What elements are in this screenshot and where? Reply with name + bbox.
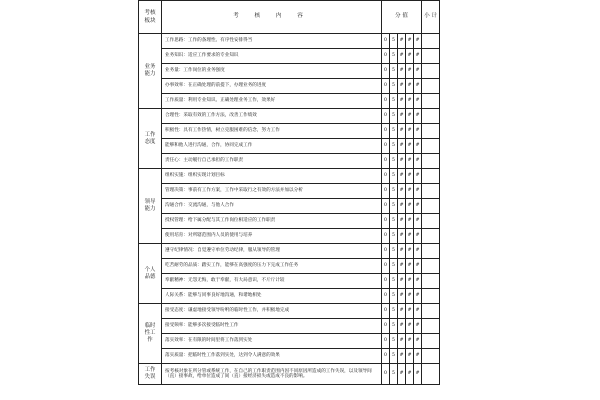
score-cell[interactable]: 5 — [390, 304, 398, 319]
subtotal-cell[interactable] — [422, 169, 440, 184]
score-cell[interactable]: 0 — [382, 184, 390, 199]
assessment-item: 积极性：具有工作热情，树立克服困难的信念，努力工作 — [162, 124, 382, 139]
score-cell[interactable]: # — [414, 139, 422, 154]
subtotal-cell[interactable] — [422, 94, 440, 109]
subtotal-cell[interactable] — [422, 334, 440, 349]
subtotal-cell[interactable] — [422, 184, 440, 199]
score-cell[interactable]: 5 — [390, 214, 398, 229]
assessment-item: 业务量：工作岗位的业务强度 — [162, 64, 382, 79]
score-cell[interactable]: 0 — [382, 229, 390, 244]
score-cell[interactable]: 5 — [390, 154, 398, 169]
assessment-item: 落实质量：把临时性工作落到实处，达到令人满意的效果 — [162, 349, 382, 364]
score-cell[interactable]: # — [398, 214, 406, 229]
section-name: 领导 能力 — [139, 169, 162, 244]
score-cell[interactable]: 0 — [382, 124, 390, 139]
score-cell[interactable]: # — [398, 94, 406, 109]
section-name: 个人 品德 — [139, 244, 162, 304]
header-content: 考 核 内 容 — [162, 1, 382, 34]
score-cell[interactable]: 5 — [390, 364, 398, 385]
assessment-item: 按考核对象在所分管或系统工作，在自己的工作职责范围内因不同原因所造成的工作失误，以及领导间（直）接事故，给单位造成了间（直）接经济损失或造成不良的影响。 — [162, 364, 382, 385]
score-cell[interactable]: 0 — [382, 244, 390, 259]
score-cell[interactable]: # — [398, 34, 406, 49]
assessment-item: 办事效率：在正确处理的前提下，办理业务的进度 — [162, 79, 382, 94]
score-cell[interactable]: 0 — [382, 259, 390, 274]
score-cell[interactable]: # — [406, 109, 414, 124]
score-cell[interactable]: # — [414, 334, 422, 349]
score-cell[interactable]: 0 — [382, 94, 390, 109]
score-cell[interactable]: # — [406, 49, 414, 64]
subtotal-cell[interactable] — [422, 304, 440, 319]
score-cell[interactable]: # — [414, 49, 422, 64]
section-name: 业务 能力 — [139, 34, 162, 109]
table-body — [139, 34, 440, 385]
header-category: 考核 板块 — [139, 1, 162, 34]
assessment-item: 接受频率：能够多次接受临时性工作 — [162, 319, 382, 334]
assessment-item: 接受态度：谦虚地接受领导吩咐的临时性工作，并积极地完成 — [162, 304, 382, 319]
subtotal-cell[interactable] — [422, 259, 440, 274]
score-cell[interactable]: 5 — [390, 139, 398, 154]
header-score: 分 值 — [382, 1, 422, 34]
score-cell[interactable]: 5 — [390, 289, 398, 304]
table-row — [139, 364, 440, 385]
assessment-form — [138, 0, 439, 400]
score-cell[interactable]: # — [406, 289, 414, 304]
subtotal-cell[interactable] — [422, 79, 440, 94]
table-row — [139, 214, 440, 229]
score-cell[interactable]: # — [414, 304, 422, 319]
score-cell[interactable]: # — [406, 364, 414, 385]
assessment-item: 吃苦耐劳的品质：踏实工作，能够在高强度的压力下完成工作任务 — [162, 259, 382, 274]
table-row — [139, 34, 440, 49]
assessment-item: 责任心：主动履行自己承担的工作职责 — [162, 154, 382, 169]
table-row — [139, 259, 440, 274]
score-cell[interactable]: # — [414, 274, 422, 289]
assessment-item: 合理性：采取有效的工作方法，改善工作绩效 — [162, 109, 382, 124]
score-cell[interactable]: # — [398, 79, 406, 94]
table-row — [139, 274, 440, 289]
subtotal-cell[interactable] — [422, 364, 440, 385]
score-cell[interactable]: # — [398, 259, 406, 274]
assessment-table — [138, 0, 440, 385]
score-cell[interactable]: # — [398, 64, 406, 79]
table-row — [139, 79, 440, 94]
score-cell[interactable]: # — [414, 79, 422, 94]
table-row — [139, 154, 440, 169]
assessment-item: 组织实施：组织实现计划目标 — [162, 169, 382, 184]
score-cell[interactable]: 0 — [382, 304, 390, 319]
score-cell[interactable]: 0 — [382, 64, 390, 79]
score-cell[interactable]: 5 — [390, 109, 398, 124]
table-row — [139, 289, 440, 304]
score-cell[interactable]: 5 — [390, 124, 398, 139]
section-name: 工作 失误 — [139, 364, 162, 385]
score-cell[interactable]: # — [398, 199, 406, 214]
score-cell[interactable]: # — [414, 34, 422, 49]
score-cell[interactable]: # — [406, 64, 414, 79]
table-row — [139, 49, 440, 64]
score-cell[interactable]: 0 — [382, 349, 390, 364]
score-cell[interactable]: # — [406, 154, 414, 169]
score-cell[interactable]: 5 — [390, 94, 398, 109]
table-row — [139, 244, 440, 259]
score-cell[interactable]: # — [414, 259, 422, 274]
assessment-item: 工作质量：利用专业知识、正确处理业务工作，效果好 — [162, 94, 382, 109]
score-cell[interactable]: # — [406, 94, 414, 109]
assessment-item: 业务知识：适应工作要求的专业知识 — [162, 49, 382, 64]
subtotal-cell[interactable] — [422, 289, 440, 304]
score-cell[interactable]: 5 — [390, 244, 398, 259]
assessment-item: 沟通合作：交流沟通，与他人合作 — [162, 199, 382, 214]
score-cell[interactable]: 5 — [390, 79, 398, 94]
score-cell[interactable]: # — [406, 34, 414, 49]
assessment-item: 工作思路：工作的条理性、有序性安排得当 — [162, 34, 382, 49]
assessment-item: 人际关系：能够与同事良好地沟通，和谐地相处 — [162, 289, 382, 304]
score-cell[interactable]: 0 — [382, 109, 390, 124]
score-cell[interactable]: # — [414, 349, 422, 364]
score-cell[interactable]: # — [398, 274, 406, 289]
score-cell[interactable]: 0 — [382, 169, 390, 184]
assessment-item: 授权管理：给下属分配与其工作岗位相适应的工作职责 — [162, 214, 382, 229]
score-cell[interactable]: 0 — [382, 334, 390, 349]
score-cell[interactable]: # — [414, 229, 422, 244]
score-cell[interactable]: 5 — [390, 229, 398, 244]
score-cell[interactable]: # — [398, 154, 406, 169]
assessment-item: 管理决策：事前有工作方案，工作中采取行之有效的方法并加以分析 — [162, 184, 382, 199]
subtotal-cell[interactable] — [422, 274, 440, 289]
table-row — [139, 169, 440, 184]
table-row — [139, 229, 440, 244]
score-cell[interactable]: 0 — [382, 214, 390, 229]
score-cell[interactable]: 0 — [382, 319, 390, 334]
score-cell[interactable]: 5 — [390, 274, 398, 289]
score-cell[interactable]: # — [406, 319, 414, 334]
subtotal-cell[interactable] — [422, 244, 440, 259]
score-cell[interactable]: # — [414, 214, 422, 229]
table-row — [139, 94, 440, 109]
table-row — [139, 199, 440, 214]
table-row — [139, 319, 440, 334]
assessment-item: 能够和他人进行沟通，合作，协同完成工作 — [162, 139, 382, 154]
assessment-item: 落实效率：在有限的时间里将工作落到实处 — [162, 334, 382, 349]
subtotal-cell[interactable] — [422, 109, 440, 124]
subtotal-cell[interactable] — [422, 349, 440, 364]
score-cell[interactable]: 0 — [382, 49, 390, 64]
assessment-item: 奉献精神：无怨无悔，敢于奉献，有大局意识，不斤斤计较 — [162, 274, 382, 289]
table-row — [139, 184, 440, 199]
score-cell[interactable]: # — [406, 199, 414, 214]
subtotal-cell[interactable] — [422, 214, 440, 229]
score-cell[interactable]: # — [414, 184, 422, 199]
score-cell[interactable]: 0 — [382, 139, 390, 154]
score-cell[interactable]: # — [414, 124, 422, 139]
score-cell[interactable]: 0 — [382, 289, 390, 304]
subtotal-cell[interactable] — [422, 319, 440, 334]
score-cell[interactable]: # — [414, 289, 422, 304]
score-cell[interactable]: # — [406, 139, 414, 154]
score-cell[interactable]: # — [414, 109, 422, 124]
score-cell[interactable]: # — [398, 304, 406, 319]
header-row — [139, 1, 440, 34]
score-cell[interactable]: # — [398, 364, 406, 385]
score-cell[interactable]: # — [398, 349, 406, 364]
assessment-item: 遵守纪律情况：自觉遵守单位劳动纪律，服从领导的管理 — [162, 244, 382, 259]
score-cell[interactable]: # — [398, 229, 406, 244]
score-cell[interactable]: # — [398, 49, 406, 64]
score-cell[interactable]: 0 — [382, 274, 390, 289]
score-cell[interactable]: # — [398, 319, 406, 334]
score-cell[interactable]: 5 — [390, 199, 398, 214]
subtotal-cell[interactable] — [422, 154, 440, 169]
subtotal-cell[interactable] — [422, 34, 440, 49]
score-cell[interactable]: # — [414, 319, 422, 334]
section-name: 工作 态度 — [139, 109, 162, 169]
score-cell[interactable]: 0 — [382, 79, 390, 94]
score-cell[interactable]: # — [406, 124, 414, 139]
score-cell[interactable]: # — [406, 259, 414, 274]
score-cell[interactable]: # — [414, 364, 422, 385]
score-cell[interactable]: # — [414, 199, 422, 214]
score-cell[interactable]: # — [414, 64, 422, 79]
score-cell[interactable]: 5 — [390, 34, 398, 49]
score-cell[interactable]: # — [406, 169, 414, 184]
subtotal-cell[interactable] — [422, 199, 440, 214]
score-cell[interactable]: 5 — [390, 349, 398, 364]
section-name: 临时 性工 作 — [139, 304, 162, 364]
score-cell[interactable]: 0 — [382, 199, 390, 214]
subtotal-cell[interactable] — [422, 49, 440, 64]
table-row — [139, 64, 440, 79]
score-cell[interactable]: # — [414, 94, 422, 109]
table-row — [139, 334, 440, 349]
score-cell[interactable]: # — [406, 214, 414, 229]
table-row — [139, 349, 440, 364]
assessment-item: 使用培育：对所辖范围内人员的使用与培养 — [162, 229, 382, 244]
score-cell[interactable]: # — [406, 334, 414, 349]
score-cell[interactable]: # — [398, 289, 406, 304]
score-cell[interactable]: 0 — [382, 364, 390, 385]
subtotal-cell[interactable] — [422, 229, 440, 244]
score-cell[interactable]: 5 — [390, 319, 398, 334]
score-cell[interactable]: # — [414, 244, 422, 259]
score-cell[interactable]: # — [406, 229, 414, 244]
header-subtotal: 小 计 — [422, 1, 440, 34]
score-cell[interactable]: # — [398, 169, 406, 184]
score-cell[interactable]: 5 — [390, 259, 398, 274]
subtotal-cell[interactable] — [422, 139, 440, 154]
score-cell[interactable]: 0 — [382, 34, 390, 49]
score-cell[interactable]: # — [406, 274, 414, 289]
score-cell[interactable]: # — [398, 109, 406, 124]
score-cell[interactable]: # — [398, 139, 406, 154]
subtotal-cell[interactable] — [422, 64, 440, 79]
table-row — [139, 139, 440, 154]
score-cell[interactable]: # — [406, 304, 414, 319]
score-cell[interactable]: # — [406, 184, 414, 199]
table-row — [139, 109, 440, 124]
score-cell[interactable]: # — [398, 124, 406, 139]
subtotal-cell[interactable] — [422, 124, 440, 139]
score-cell[interactable]: 5 — [390, 64, 398, 79]
score-cell[interactable]: 5 — [390, 184, 398, 199]
score-cell[interactable]: # — [398, 334, 406, 349]
score-cell[interactable]: # — [414, 169, 422, 184]
table-row — [139, 304, 440, 319]
score-cell[interactable]: # — [406, 244, 414, 259]
score-cell[interactable]: 5 — [390, 169, 398, 184]
score-cell[interactable]: # — [398, 244, 406, 259]
score-cell[interactable]: 0 — [382, 154, 390, 169]
score-cell[interactable]: 5 — [390, 334, 398, 349]
score-cell[interactable]: # — [406, 349, 414, 364]
score-cell[interactable]: # — [406, 79, 414, 94]
score-cell[interactable]: 5 — [390, 49, 398, 64]
score-cell[interactable]: # — [414, 154, 422, 169]
score-cell[interactable]: # — [398, 184, 406, 199]
table-row — [139, 124, 440, 139]
